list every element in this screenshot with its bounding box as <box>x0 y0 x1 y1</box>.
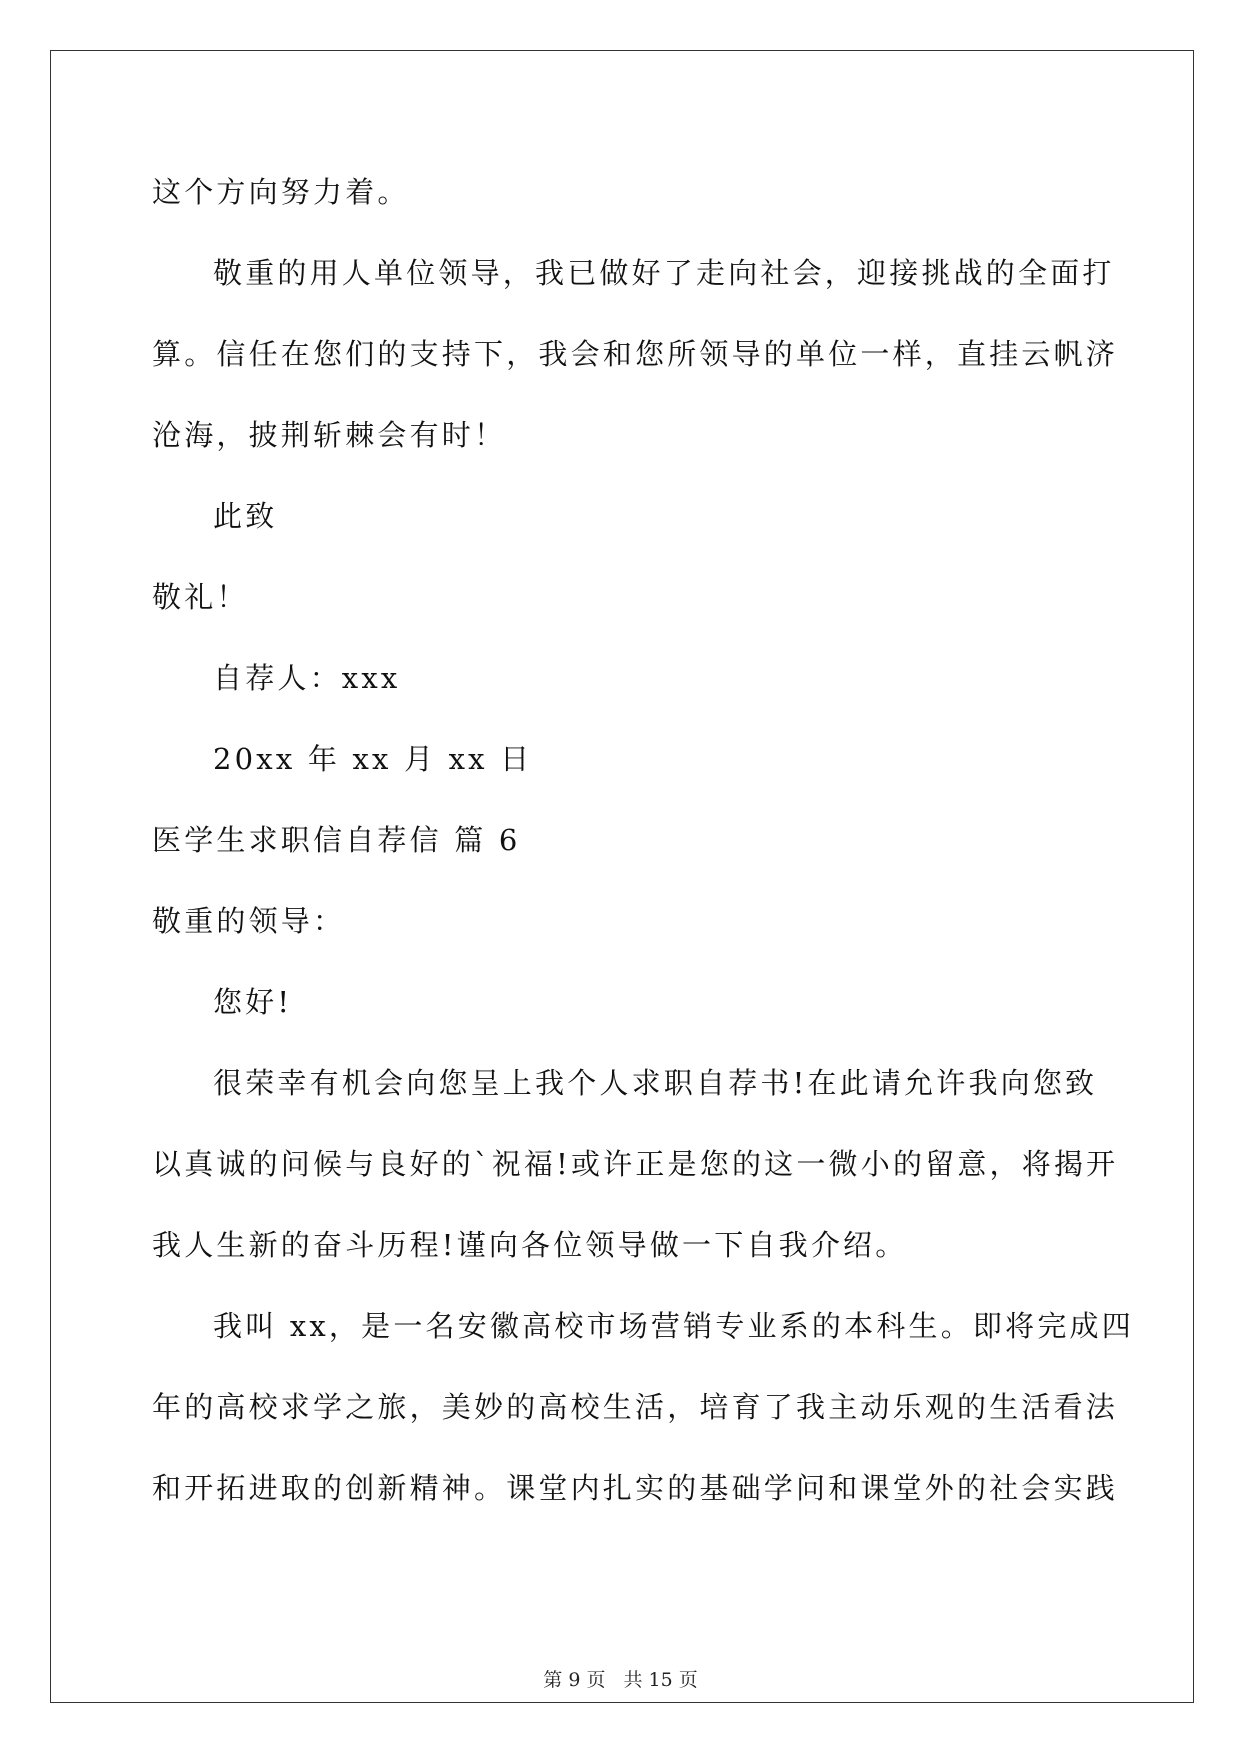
closing-regards: 敬礼！ <box>152 580 249 614</box>
text-line: 和开拓进取的创新精神。课堂内扎实的基础学问和课堂外的社会实践 <box>152 1471 1119 1505</box>
text-line: 很荣幸有机会向您呈上我个人求职自荐书!在此请允许我向您致 <box>213 1066 1098 1100</box>
page-footer <box>0 1668 1241 1692</box>
page-number-total: 共 15 页 <box>623 1669 698 1691</box>
text-line: 敬重的用人单位领导，我已做好了走向社会，迎接挑战的全面打 <box>213 256 1115 290</box>
greeting-hello: 您好! <box>213 985 293 1019</box>
section-heading: 医学生求职信自荐信 篇 6 <box>152 823 521 857</box>
text-line: 年的高校求学之旅，美妙的高校生活，培育了我主动乐观的生活看法 <box>152 1390 1119 1424</box>
text-line: 我人生新的奋斗历程!谨向各位领导做一下自我介绍。 <box>152 1228 908 1262</box>
text-line: 以真诚的问候与良好的`祝福!或许正是您的这一微小的留意，将揭开 <box>152 1147 1119 1181</box>
page-number-current: 第 9 页 <box>543 1669 606 1691</box>
closing-salutation: 此致 <box>213 499 278 533</box>
signature-line: 自荐人：xxx <box>213 661 401 695</box>
text-line: 算。信任在您们的支持下，我会和您所领导的单位一样，直挂云帆济 <box>152 337 1119 371</box>
text-line: 沧海，披荆斩棘会有时！ <box>152 418 507 452</box>
greeting: 敬重的领导： <box>152 904 346 938</box>
text-line: 我叫 xx，是一名安徽高校市场营销专业系的本科生。即将完成四 <box>213 1309 1134 1343</box>
page-border <box>50 50 1194 1703</box>
date-line: 20xx 年 xx 月 xx 日 <box>213 742 533 776</box>
text-line: 这个方向努力着。 <box>152 175 410 209</box>
